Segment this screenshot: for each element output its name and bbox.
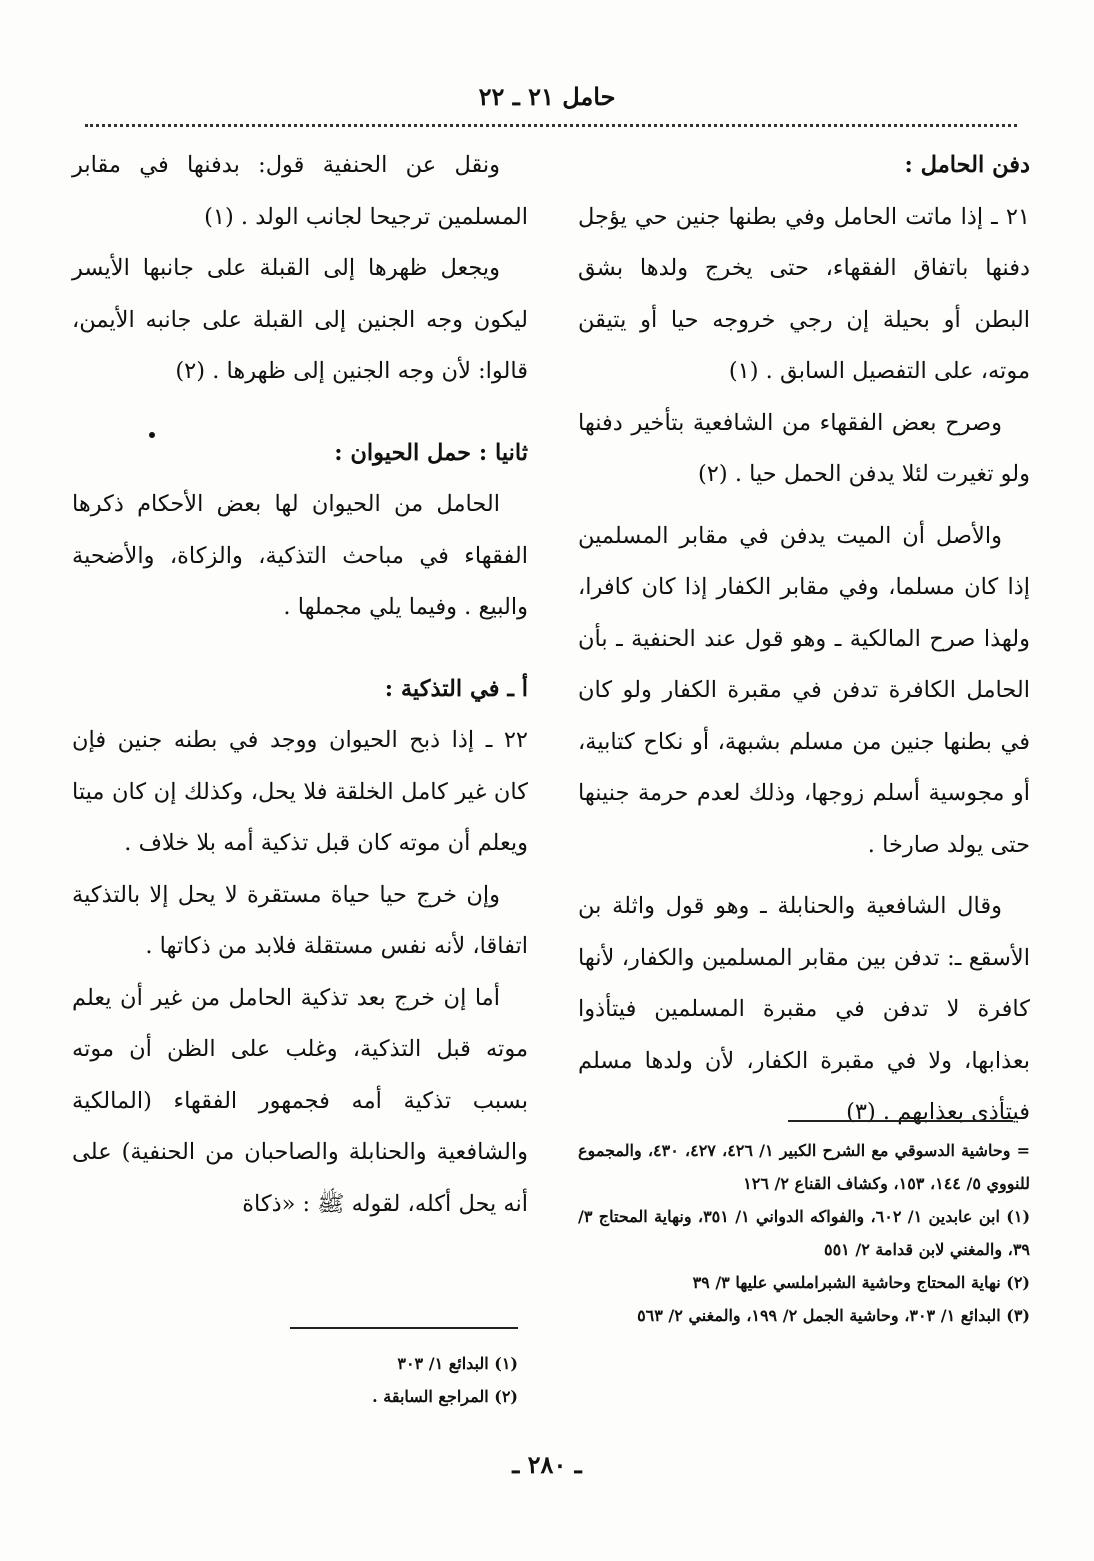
footnote: (١) البدائع ١/ ٣٠٣ xyxy=(397,1354,518,1373)
paragraph: أما إن خرج بعد تذكية الحامل من غير أن يعلم موته قبل التذكية، وغلب على الظن أن موته بسبب تذكية أمه فجمهور الفقهاء (المالكية والشافعية والحنابلة والصاحبان من الحنفية) على أنه يحل أكله، لقوله ﷺ : «ذكاة xyxy=(72,984,528,1217)
section-heading-animal-pregnancy: ثانيا : حمل الحيوان : xyxy=(334,439,528,466)
footnote: (٣) البدائع ١/ ٣٠٣، وحاشية الجمل ٢/ ١٩٩، والمغني ٢/ ٥٦٣ xyxy=(637,1306,1030,1325)
footnote: (٢) نهاية المحتاج وحاشية الشبراملسي عليها ٣/ ٣٩ xyxy=(692,1273,1030,1292)
running-header: حامل ٢١ ـ ٢٢ xyxy=(478,82,616,111)
paragraph: والأصل أن الميت يدفن في مقابر المسلمين إذا كان مسلما، وفي مقابر الكفار إذا كان كافرا، ولهذا صرح المالكية ـ وهو قول عند الحنفية ـ بأن الحامل الكافرة تدفن في مقبرة الكفار ولو كان في بطنها جنين من مسلم بشبهة، أو نكاح كتابية، أو مجوسية أسلم زوجها، وذلك لعدم حرمة جنينها حتى يولد صارخا . xyxy=(578,522,1030,858)
paragraph: وصرح بعض الفقهاء من الشافعية بتأخير دفنها ولو تغيرت لئلا يدفن الحمل حيا . (٢) xyxy=(578,409,1030,487)
footnote-rule-left xyxy=(290,1327,518,1329)
page-number: ـ ٢٨٠ ـ xyxy=(512,1450,582,1479)
footnote: (٢) المراجع السابقة . xyxy=(372,1387,518,1406)
paragraph: ونقل عن الحنفية قول: بدفنها في مقابر المسلمين ترجيحا لجانب الولد . (١) xyxy=(72,152,528,230)
paragraph: ٢٢ ـ إذا ذبح الحيوان ووجد في بطنه جنين فإن كان غير كامل الخلقة فلا يحل، وكذلك إن كان ميتا ويعلم أن موته كان قبل تذكية أمه بلا خلاف . xyxy=(72,727,528,856)
footnotes-left xyxy=(290,1347,518,1413)
footnote-rule-right xyxy=(788,1120,1013,1122)
header-dotted-rule xyxy=(85,124,1017,127)
paragraph: وإن خرج حيا حياة مستقرة لا يحل إلا بالتذكية اتفاقا، لأنه نفس مستقلة فلابد من ذكاتها . xyxy=(72,881,528,959)
paragraph: ٢١ ـ إذا ماتت الحامل وفي بطنها جنين حي يؤجل دفنها باتفاق الفقهاء، حتى يخرج ولدها بشق البطن أو بحيلة إن رجي خروجه حيا أو يتيقن موته، على التفصيل السابق . (١) xyxy=(578,203,1030,384)
paragraph: الحامل من الحيوان لها بعض الأحكام ذكرها الفقهاء في مباحث التذكية، والزكاة، والأضحية والبيع . وفيما يلي مجملها . xyxy=(72,491,528,620)
stray-dot xyxy=(149,432,155,438)
left-column xyxy=(72,140,528,1230)
paragraph: ويجعل ظهرها إلى القبلة على جانبها الأيسر ليكون وجه الجنين إلى القبلة على جانبه الأيمن، قالوا: لأن وجه الجنين إلى ظهرها . (٢) xyxy=(72,255,528,384)
right-column xyxy=(578,140,1030,1139)
footnote: = وحاشية الدسوقي مع الشرح الكبير ١/ ٤٢٦، ٤٢٧، ٤٣٠، والمجموع للنووي ٥/ ١٤٤، ١٥٣، وكشاف القناع ٢/ ١٢٦ xyxy=(578,1141,1031,1193)
paragraph: وقال الشافعية والحنابلة ـ وهو قول واثلة بن الأسقع ـ: تدفن بين مقابر المسلمين والكفار، لأنها كافرة لا تدفن في مقبرة المسلمين فيتأذوا بعذابها، ولا في مقبرة الكفار، لأن ولدها مسلم فيتأذى بعذابهم . (٣) xyxy=(578,893,1030,1125)
section-heading-burial: دفن الحامل : xyxy=(904,152,1030,178)
subsection-heading-slaughter: أ ـ في التذكية : xyxy=(384,675,528,702)
footnote: (١) ابن عابدين ١/ ٦٠٢، والفواكه الدواني ١/ ٣٥١، ونهاية المحتاج ٣/ ٣٩، والمغني لابن قدامة ٢/ ٥٥١ xyxy=(578,1207,1031,1259)
footnotes-right xyxy=(578,1134,1030,1332)
